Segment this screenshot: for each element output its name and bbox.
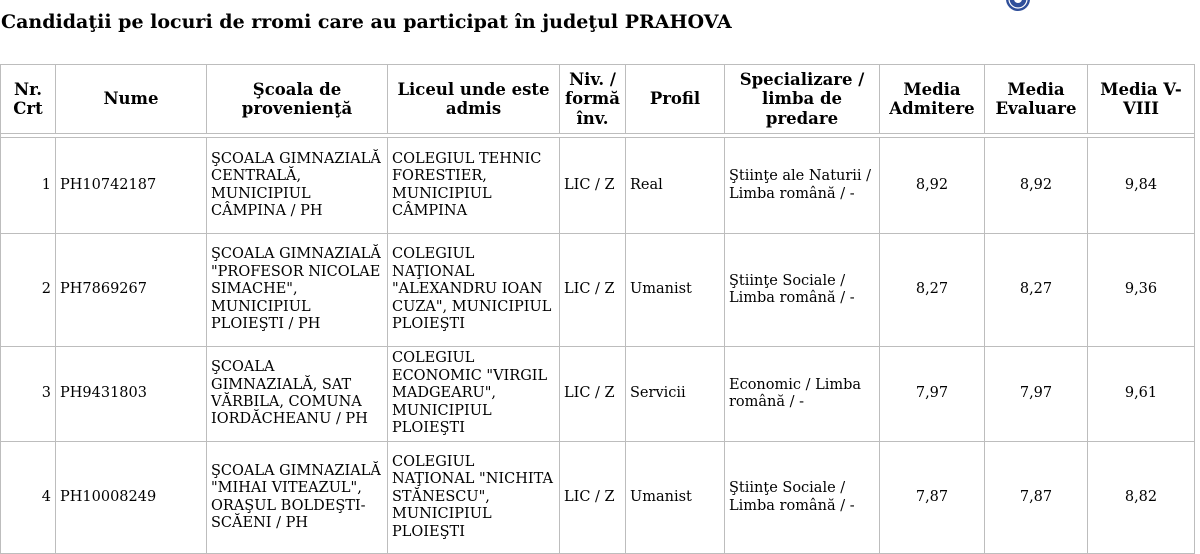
header-media-v-viii: Media V-VIII (1088, 65, 1195, 134)
header-nr: Nr. Crt (1, 65, 56, 134)
cell-media-evaluare: 7,87 (985, 442, 1088, 554)
cell-profil: Real (626, 138, 725, 234)
cell-nivel: LIC / Z (560, 234, 626, 347)
cell-media-evaluare: 8,27 (985, 234, 1088, 347)
table-header-row (1, 65, 1195, 134)
header-nivel: Niv. / formă înv. (560, 65, 626, 134)
cell-media-admitere: 7,97 (880, 347, 985, 442)
cell-nr: 3 (1, 347, 56, 442)
cell-specializare: Ştiinţe Sociale / Limba română / - (725, 234, 880, 347)
header-media-admitere: Media Admitere (880, 65, 985, 134)
cell-nume: PH9431803 (56, 347, 207, 442)
cell-media-evaluare: 8,92 (985, 138, 1088, 234)
cell-profil: Umanist (626, 234, 725, 347)
cell-nivel: LIC / Z (560, 138, 626, 234)
cell-specializare: Ştiinţe ale Naturii / Limba română / - (725, 138, 880, 234)
cell-liceu: COLEGIUL ECONOMIC "VIRGIL MADGEARU", MUNICIPIUL PLOIEŞTI (388, 347, 560, 442)
table-row (1, 442, 1195, 554)
cell-liceu: COLEGIUL NAŢIONAL "ALEXANDRU IOAN CUZA", MUNICIPIUL PLOIEŞTI (388, 234, 560, 347)
cell-media-admitere: 7,87 (880, 442, 985, 554)
cell-profil: Umanist (626, 442, 725, 554)
cell-nivel: LIC / Z (560, 347, 626, 442)
header-profil: Profil (626, 65, 725, 134)
cell-nr: 2 (1, 234, 56, 347)
cell-nr: 4 (1, 442, 56, 554)
header-nume: Nume (56, 65, 207, 134)
cell-scoala: ŞCOALA GIMNAZIALĂ, SAT VĂRBILA, COMUNA IORDĂCHEANU / PH (207, 347, 388, 442)
cell-media-evaluare: 7,97 (985, 347, 1088, 442)
cell-scoala: ŞCOALA GIMNAZIALĂ CENTRALĂ, MUNICIPIUL CÂMPINA / PH (207, 138, 388, 234)
cell-media-v-viii: 9,61 (1088, 347, 1195, 442)
cell-media-admitere: 8,27 (880, 234, 985, 347)
cell-specializare: Economic / Limba română / - (725, 347, 880, 442)
header-media-evaluare: Media Evaluare (985, 65, 1088, 134)
cell-media-v-viii: 8,82 (1088, 442, 1195, 554)
cell-nume: PH7869267 (56, 234, 207, 347)
cell-specializare: Ştiinţe Sociale / Limba română / - (725, 442, 880, 554)
cell-liceu: COLEGIUL NAŢIONAL "NICHITA STĂNESCU", MUNICIPIUL PLOIEŞTI (388, 442, 560, 554)
cell-liceu: COLEGIUL TEHNIC FORESTIER, MUNICIPIUL CÂMPINA (388, 138, 560, 234)
cell-media-v-viii: 9,36 (1088, 234, 1195, 347)
table-row (1, 234, 1195, 347)
header-liceu: Liceul unde este admis (388, 65, 560, 134)
table-row (1, 138, 1195, 234)
table-row (1, 347, 1195, 442)
cell-media-v-viii: 9,84 (1088, 138, 1195, 234)
cell-profil: Servicii (626, 347, 725, 442)
cell-nr: 1 (1, 138, 56, 234)
cell-media-admitere: 8,92 (880, 138, 985, 234)
cell-nume: PH10742187 (56, 138, 207, 234)
candidates-table (0, 64, 1195, 554)
cell-nivel: LIC / Z (560, 442, 626, 554)
cell-nume: PH10008249 (56, 442, 207, 554)
cell-scoala: ŞCOALA GIMNAZIALĂ "MIHAI VITEAZUL", ORAŞUL BOLDEŞTI-SCĂENI / PH (207, 442, 388, 554)
page-title: Candidaţii pe locuri de rromi care au participat în judeţul PRAHOVA (1, 11, 732, 33)
ministry-logo-icon (1003, 0, 1033, 12)
header-scoala: Şcoala de provenienţă (207, 65, 388, 134)
cell-scoala: ŞCOALA GIMNAZIALĂ "PROFESOR NICOLAE SIMACHE", MUNICIPIUL PLOIEŞTI / PH (207, 234, 388, 347)
header-specializare: Specializare / limba de predare (725, 65, 880, 134)
